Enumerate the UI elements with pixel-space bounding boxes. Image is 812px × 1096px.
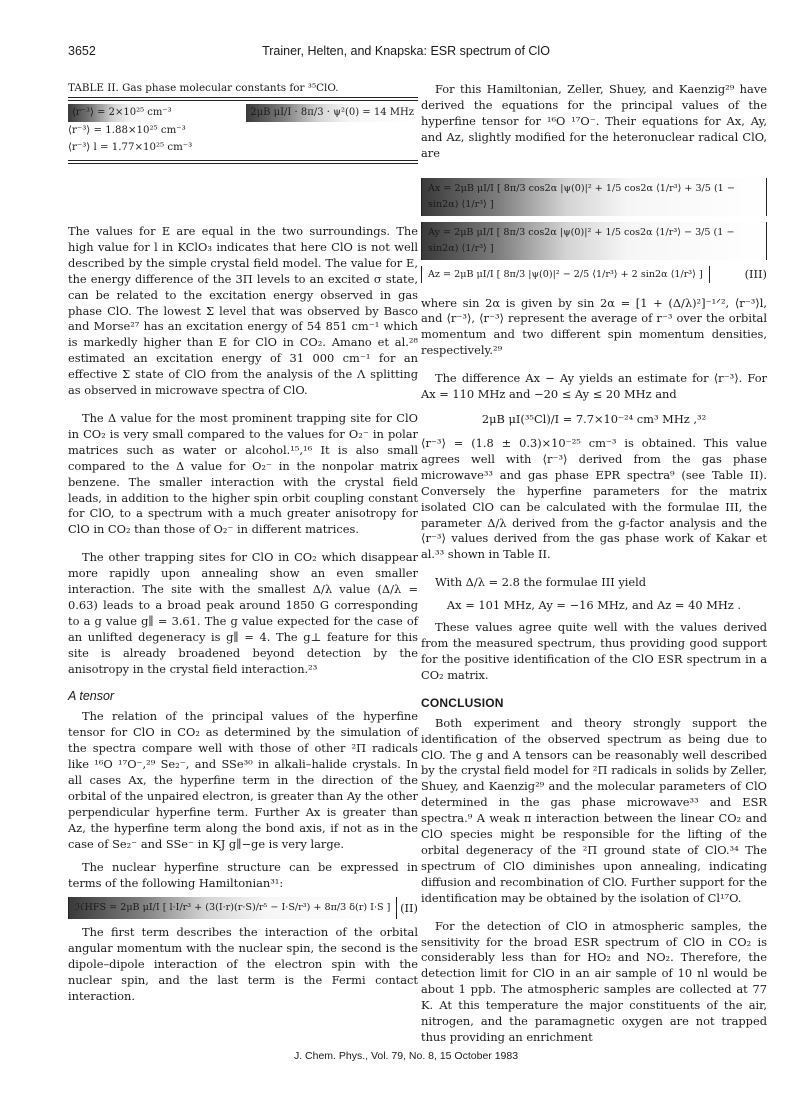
equation-number: (III) xyxy=(744,267,767,282)
paragraph: Both experiment and theory strongly support the identification of the observed spectrum as being due to ClO. The g and A tensors can be reasonably well described by the crystal field model for ²Π radicals in solids by Zeller, Shuey, and Kaenzig²⁹ and the molecular parameters of ClO determined in the gas phase microwave³³ and ESR spectra.⁹ A weak π interaction between the linear CO₂ and ClO species might be responsible for the lifting of the orbital degeneracy of the ²Π ground state of ClO.³⁴ The spectrum of ClO diminishes upon annealing, indicating diffusion and recombination of ClO. Further support for the identification may be obtained by the isolation of Cl¹⁷O. xyxy=(421,715,767,905)
paragraph: The relation of the principal values of the hyperfine tensor for ClO in CO₂ as determined by the simulation of the spectra compare well with those of other ²Π radicals like ¹⁶O ¹⁷O⁻,²⁹ Se₂⁻, and SSe³⁰ in alkali–halide crystals. In all cases Ax, the hyperfine term in the direction of the orbital of the unpaired electron, is greater than Ay the other perpendicular hyperfine term. Further Ax is greater than Az, the hyperfine term along the bond axis, if not as in the case of Se₂⁻ and SSe⁻ in KJ g∥−ge is very large. xyxy=(68,709,418,851)
table-row xyxy=(68,104,418,122)
page-number: 3652 xyxy=(68,44,96,58)
paragraph: The values for E are equal in the two surroundings. The high value for l in KClO₃ indicates that here ClO is not well described by the simple crystal field model. The value for E, the energy difference of the 3Π levels to an excited σ state, can be related to the excitation energy observed in gas phase ClO. The lowest Σ level that was observed by Basco and Morse²⁷ has an excitation energy of 54 851 cm⁻¹ which is markedly higher than E for ClO in CO₂. Amano et al.²⁸ estimated an excitation energy of 31 000 cm⁻¹ for an effective Σ state of ClO from the analysis of the Λ splitting as observed in microwave spectra of ClO. xyxy=(68,224,418,398)
paragraph: where sin 2α is given by sin 2α = [1 + (Δ/λ)²]⁻¹ᐟ², ⟨r⁻³⟩l, and ⟨r⁻³⟩, ⟨r⁻³⟩ represent the average of r⁻³ over the orbital momentum and two different spin momentum densities, respectively.²⁹ xyxy=(421,295,767,358)
paragraph: The first term describes the interaction of the orbital angular momentum with the nuclear spin, the second is the dipole–dipole interaction of the electron spin with the nuclear spin, and the last term is the Fermi contact interaction. xyxy=(68,925,418,1004)
page-footer: J. Chem. Phys., Vol. 79, No. 8, 15 October 1983 xyxy=(293,1050,519,1062)
paragraph: For the detection of ClO in atmospheric samples, the sensitivity for the broad ESR spectrum of ClO in CO₂ is considerably less than for HO₂ and NO₂. Therefore, the detection limit for ClO in an air sample of 10 nl would be about 1 ppb. The atmospheric samples are collected at 77 K. At this temperature the major constituents of the air, nitrogen, and the paramagnetic oxygen are not trapped thus providing an enrichment xyxy=(421,918,767,1044)
equation-body: Az = 2μB μI/I [ 8π/3 |ψ(0)|² − 2/5 ⟨1/r³⟩ + 2 sin2α ⟨1/r³⟩ ] xyxy=(421,266,710,283)
table-row xyxy=(68,122,418,139)
equation-constant: 2μB μI(³⁵Cl)/I = 7.7×10⁻²⁴ cm³ MHz ,³² xyxy=(481,411,707,426)
equation-ax xyxy=(421,178,767,216)
paragraph: These values agree quite well with the values derived from the measured spectrum, thus providing good support for the positive identification of the ClO ESR spectrum in a CO₂ matrix. xyxy=(421,620,767,682)
equation-body: Ay = 2μB μI/I [ 8π/3 cos2α |ψ(0)|² + 1/5 cos2α ⟨1/r³⟩ − 3/5 (1 − sin2α) ⟨1/r³⟩ ] xyxy=(421,222,767,260)
table-cell: ⟨r⁻³⟩ = 1.88×10²⁵ cm⁻³ xyxy=(68,125,186,136)
table-cell: ⟨r⁻³⟩ = 2×10²⁵ cm⁻³ xyxy=(68,104,176,122)
equation-body: Ax = 2μB μI/I [ 8π/3 cos2α |ψ(0)|² + 1/5 cos2α ⟨1/r³⟩ + 3/5 (1 − sin2α) ⟨1/r³⟩ ] xyxy=(421,178,767,216)
table-row xyxy=(68,139,418,156)
paragraph: The difference Ax − Ay yields an estimate for ⟨r⁻³⟩. For Ax = 110 MHz and −20 ≤ Ay ≤ 20 MHz and xyxy=(421,371,767,402)
equation-number: (II) xyxy=(400,901,418,916)
table-cell: 2μB μI/I · 8π/3 · ψ²(0) = 14 MHz xyxy=(246,104,418,122)
left-column xyxy=(68,82,418,1005)
table-cell: ⟨r⁻³⟩ l = 1.77×10²⁵ cm⁻³ xyxy=(68,142,193,153)
paragraph: For this Hamiltonian, Zeller, Shuey, and Kaenzig²⁹ have derived the equations for the principal values of the hyperfine tensor for ¹⁶O ¹⁷O⁻. Their equations for Ax, Ay, and Az, slightly modified for the heteronuclear radical ClO, are xyxy=(421,82,767,160)
section-heading: CONCLUSION xyxy=(421,695,504,710)
paragraph: The Δ value for the most prominent trapping site for ClO in CO₂ is very small compared to the values for O₂⁻ in polar matrices such as water or alcohol.¹⁵,¹⁶ It is also small compared to the Δ value for O₂⁻ in the nonpolar matrix benzene. The smaller interaction with the crystal field leads, in addition to the higher spin orbit coupling constant for ClO, to a spectrum with a much greater anisotropy for ClO in CO₂ than those of O₂⁻ in different matrices. xyxy=(68,410,418,537)
paragraph: ⟨r⁻³⟩ = (1.8 ± 0.3)×10⁻²⁵ cm⁻³ is obtained. This value agrees well with ⟨r⁻³⟩ derived from the gas phase microwave³³ and gas phase EPR spectra⁹ (see Table II). Conversely the hyperfine parameters for the matrix isolated ClO can be calculated with the formulae III, the parameter Δ/λ derived from the g-factor analysis and the ⟨r⁻³⟩ values derived from the gas phase work of Kakar et al.³³ shown in Table II. xyxy=(421,435,767,562)
page-header xyxy=(68,44,744,64)
running-title: Trainer, Helten, and Knapska: ESR spectrum of ClO xyxy=(262,44,550,58)
paragraph: The nuclear hyperfine structure can be expressed in terms of the following Hamiltonian³¹: xyxy=(68,859,418,890)
table-top-rule xyxy=(68,97,418,101)
right-column xyxy=(421,82,767,1046)
equation-result: Ax = 101 MHz, Ay = −16 MHz, and Az = 40 MHz . xyxy=(446,598,742,613)
equation-ay xyxy=(421,222,767,260)
paragraph: With Δ/λ = 2.8 the formulae III yield xyxy=(435,575,647,590)
equation-ii xyxy=(68,897,418,919)
section-subheading: A tensor xyxy=(68,689,115,704)
paragraph: The other trapping sites for ClO in CO₂ which disappear more rapidly upon annealing show an even smaller interaction. The site with the smallest Δ/λ value (Δ/λ = 0.63) leads to a broad peak around 1850 G corresponding to a g value g∥ = 3.61. The g value expected for the case of an unlifted degeneracy is g∥ = 4. The g⊥ feature for this site is already broadened beyond detection by the anisotropy in the crystal field interaction.²³ xyxy=(68,550,418,676)
table-ii xyxy=(68,82,418,164)
equation-az xyxy=(421,266,767,283)
equation-body: ℋHFS = 2μB μI/I [ l·I/r³ + (3(I·r)(r·S)/r⁵ − I·S/r³) + 8π/3 δ(r) I·S ] xyxy=(68,897,397,919)
table-caption: TABLE II. Gas phase molecular constants for ³⁵ClO. xyxy=(68,82,339,94)
